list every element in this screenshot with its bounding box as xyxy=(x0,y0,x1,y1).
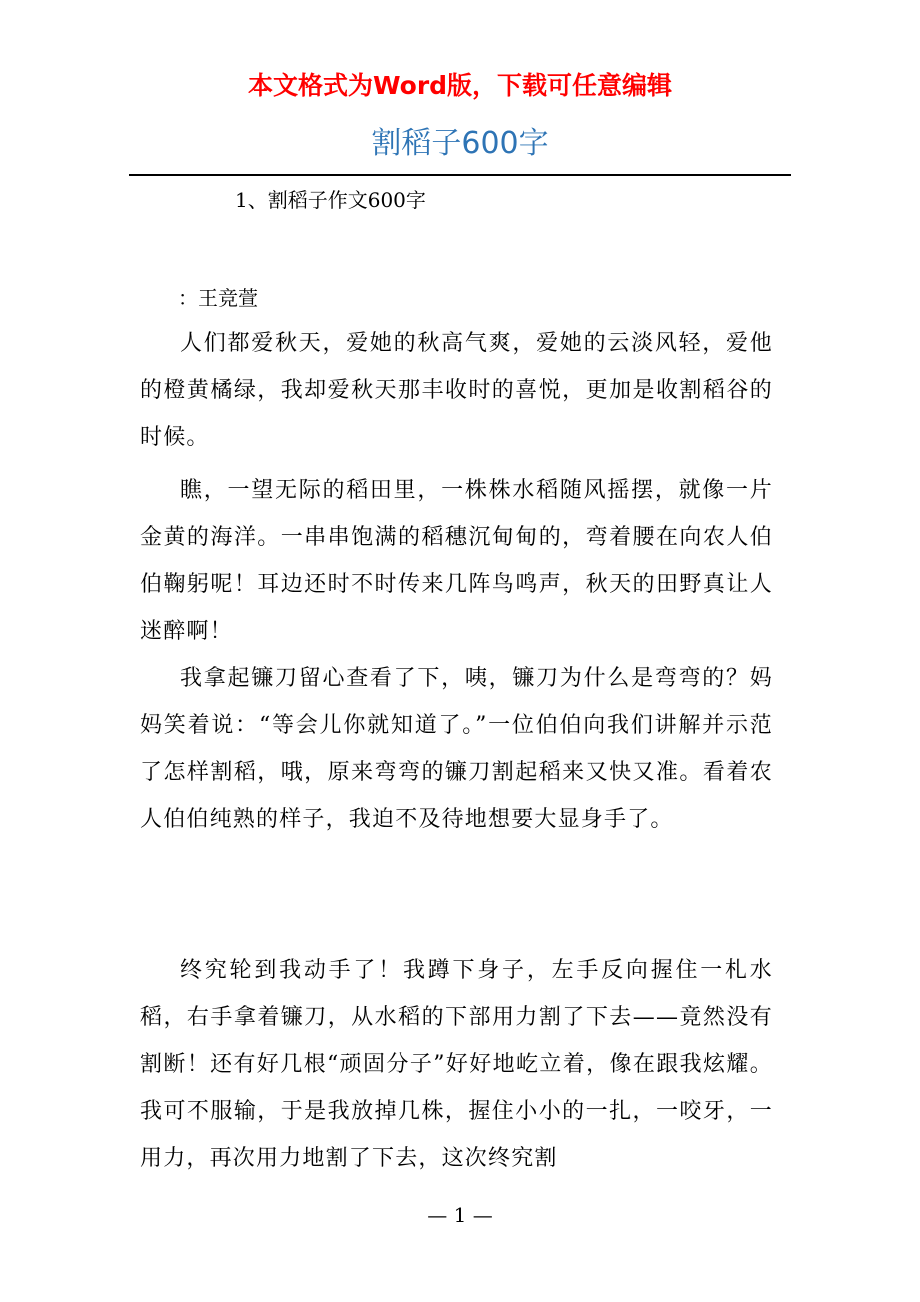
page-number-footer: — 1 — xyxy=(427,1203,493,1227)
body-paragraph: 我拿起镰刀留心查看了下，咦，镰刀为什么是弯弯的？妈妈笑着说：“等会儿你就知道了。”一位伯伯向我们讲解并示范了怎样割稻，哦，原来弯弯的镰刀割起稻来又快又准。看着农人伯伯纯熟的样子，我迫不及待地想要大显身手了。 xyxy=(140,666,773,832)
title-divider xyxy=(129,174,791,176)
document-title: 割稻子600字 xyxy=(371,126,549,161)
section-heading: 1、割稻子作文600字 xyxy=(235,188,426,212)
author-line: ：王竞萱 xyxy=(178,286,258,310)
format-notice-banner: 本文格式为Word版，下载可任意编辑 xyxy=(247,71,673,100)
body-paragraph: 瞧，一望无际的稻田里，一株株水稻随风摇摆，就像一片金黄的海洋。一串串饱满的稻穗沉甸甸的，弯着腰在向农人伯伯鞠躬呢！耳边还时不时传来几阵鸟鸣声，秋天的田野真让人迷醉啊！ xyxy=(140,478,773,644)
body-paragraph: 人们都爱秋天，爱她的秋高气爽，爱她的云淡风轻，爱他的橙黄橘绿，我却爱秋天那丰收时的喜悦，更加是收割稻谷的时候。 xyxy=(140,331,773,450)
body-paragraph: 终究轮到我动手了！我蹲下身子，左手反向握住一札水稻，右手拿着镰刀，从水稻的下部用力割了下去——竟然没有割断！还有好几根“顽固分子”好好地屹立着，像在跟我炫耀。我可不服输，于是我放掉几株，握住小小的一扎，一咬牙，一用力，再次用力地割了下去，这次终究割 xyxy=(140,958,773,1171)
